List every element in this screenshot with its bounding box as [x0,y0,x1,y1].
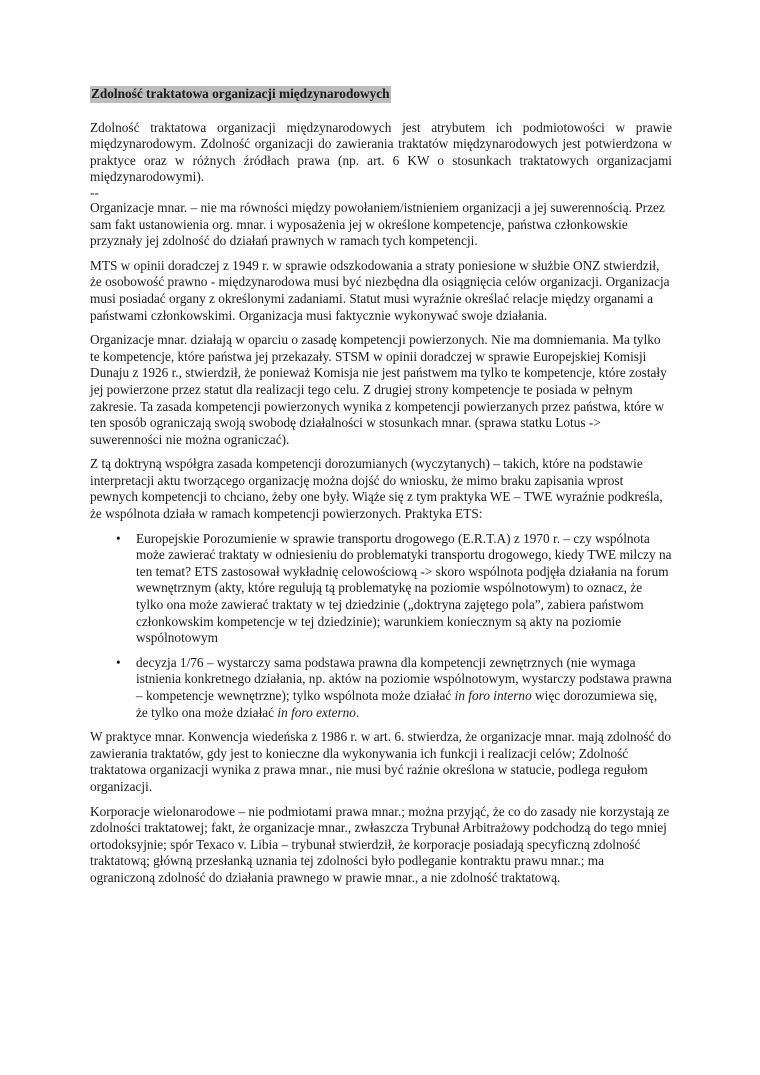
list-item-text-part: decyzja 1/76 – wystarczy sama podstawa prawna dla kompetencji zewnętrznych (nie wymaga istnienia konkretnego działania, np. aktów na poziomie wspólnotowym, wystarczy podstawa prawna – kompetencje wewnętrzne); tylko wspólnota może działać [136,654,672,703]
bullet-icon: • [116,654,121,670]
list-item-text: Europejskie Porozumienie w sprawie transportu drogowego (E.R.T.A) z 1970 r. – czy wspólnota może zawierać traktaty w odniesieniu do problematyki transportu drogowego, kiedy TWE milczy na ten temat? ETS zastosował wykładnię celowościową -> skoro wspólnota podjęła działania na forum wewnętrznym (akty, które regulują tą problematykę na poziomie wspólnotowym) to oznacz, że tylko ona może zawierać traktaty w tej dziedzinie („doktryna zajętego pola”, zabiera państwom członkowskim kompetencje w tej dziedzinie); warunkiem koniecznym są akty na poziomie wspólnotowym [136,530,672,646]
paragraph: Z tą doktryną współgra zasada kompetencji dorozumianych (wyczytanych) – takich, które na podstawie interpretacji aktu tworzącego organizację można dojść do wniosku, że mimo braku zapisania wprost pewnych kompetencji to chciano, żeby one były. Wiąże się z tym praktyka WE – TWE wyraźnie podkreśla, że wspólnota działa w ramach kompetencji powierzonych. Praktyka ETS: [90,456,663,522]
list-item-text-part: . [355,704,360,720]
page-title: Zdolność traktatowa organizacji międzynarodowych [91,86,390,101]
list-item [90,655,672,721]
intro-paragraph: Zdolność traktatowa organizacji międzynarodowych jest atrybutem ich podmiotowości w prawie międzynarodowym. Zdolność organizacji do zawierania traktatów międzynarodowych jest potwierdzona w praktyce oraz w różnych źródłach prawa (np. art. 6 KW o stosunkach traktatowych organizacjami międzynarodowymi). [90,119,672,185]
list-item-text-part: więc dorozumiewa się, że tylko ona może działać [136,688,658,720]
separator: -- [90,184,99,200]
paragraph: Korporacje wielonarodowe – nie podmiotami prawa mnar.; można przyjąć, że co do zasady nie korzystają ze zdolności traktatowej; fakt, że organizacje mnar., zwłaszcza Trybunał Arbitrażowy podchodzą do tego mniej ortodoksyjnie; spór Texaco v. Libia – trybunał stwierdził, że korporacje posiadają specyficzną zdolność traktatową; główną przesłanką uznania tej zdolności było podleganie kontraktu prawu mnar.; ma ograniczoną zdolność do działania prawnego w prawie mnar., a nie zdolność traktatową. [90,803,670,885]
latin-term: in foro externo [277,704,356,720]
document-page [90,86,672,895]
bullet-list [90,531,672,722]
list-item [90,531,672,647]
paragraph: MTS w opinii doradczej z 1949 r. w sprawie odszkodowania a straty poniesione w służbie ONZ stwierdził, że osobowość prawno - międzynarodowa musi być niezbędna dla osiągnięcia celów organizacji. Organizacja musi posiadać organy z określonymi zadaniami. Statut musi wyraźnie określać relacje między organami a państwami członkowskimi. Organizacja musi faktycznie wykonywać swoje działania. [90,257,670,323]
bullet-icon: • [116,530,121,546]
paragraph: Organizacje mnar. działają w oparciu o zasadę kompetencji powierzonych. Nie ma domniemania. Ma tylko te kompetencje, które państwa jej przekazały. STSM w opinii doradczej w sprawie Europejskiej Komisji Dunaju z 1926 r., stwierdził, że ponieważ Komisja nie jest państwem ma tylko te kompetencje, które zostały jej powierzone przez statut dla realizacji tego celu. Z drugiej strony kompetencje te posiada w pełnym zakresie. Ta zasada kompetencji powierzonych wynika z kompetencji powierzanych przez państwa, które w ten sposób ograniczają swoją swobodę działalności w stosunkach mnar. (sprawa statku Lotus -> suwerenności nie można ograniczać). [90,332,667,447]
list-item-text [136,655,672,720]
latin-term: in foro interno [454,688,532,703]
paragraph: W praktyce mnar. Konwencja wiedeńska z 1986 r. w art. 6. stwierdza, że organizacje mnar. mają zdolność do zawierania traktatów, gdy jest to konieczne dla wykonywania ich funkcji i realizacji celów; Zdolność traktatowa organizacji wynika z prawa mnar., nie musi być raźnie określona w statucie, podlega regułom organizacji. [90,729,672,794]
paragraph: Organizacje mnar. – nie ma równości między powołaniem/istnieniem organizacji a jej suwerennością. Przez sam fakt ustanowienia org. mnar. i wyposażenia jej w określone kompetencje, państwa członkowskie przyznały jej zdolność do działań prawnych w ramach tych kompetencji. [90,199,665,249]
